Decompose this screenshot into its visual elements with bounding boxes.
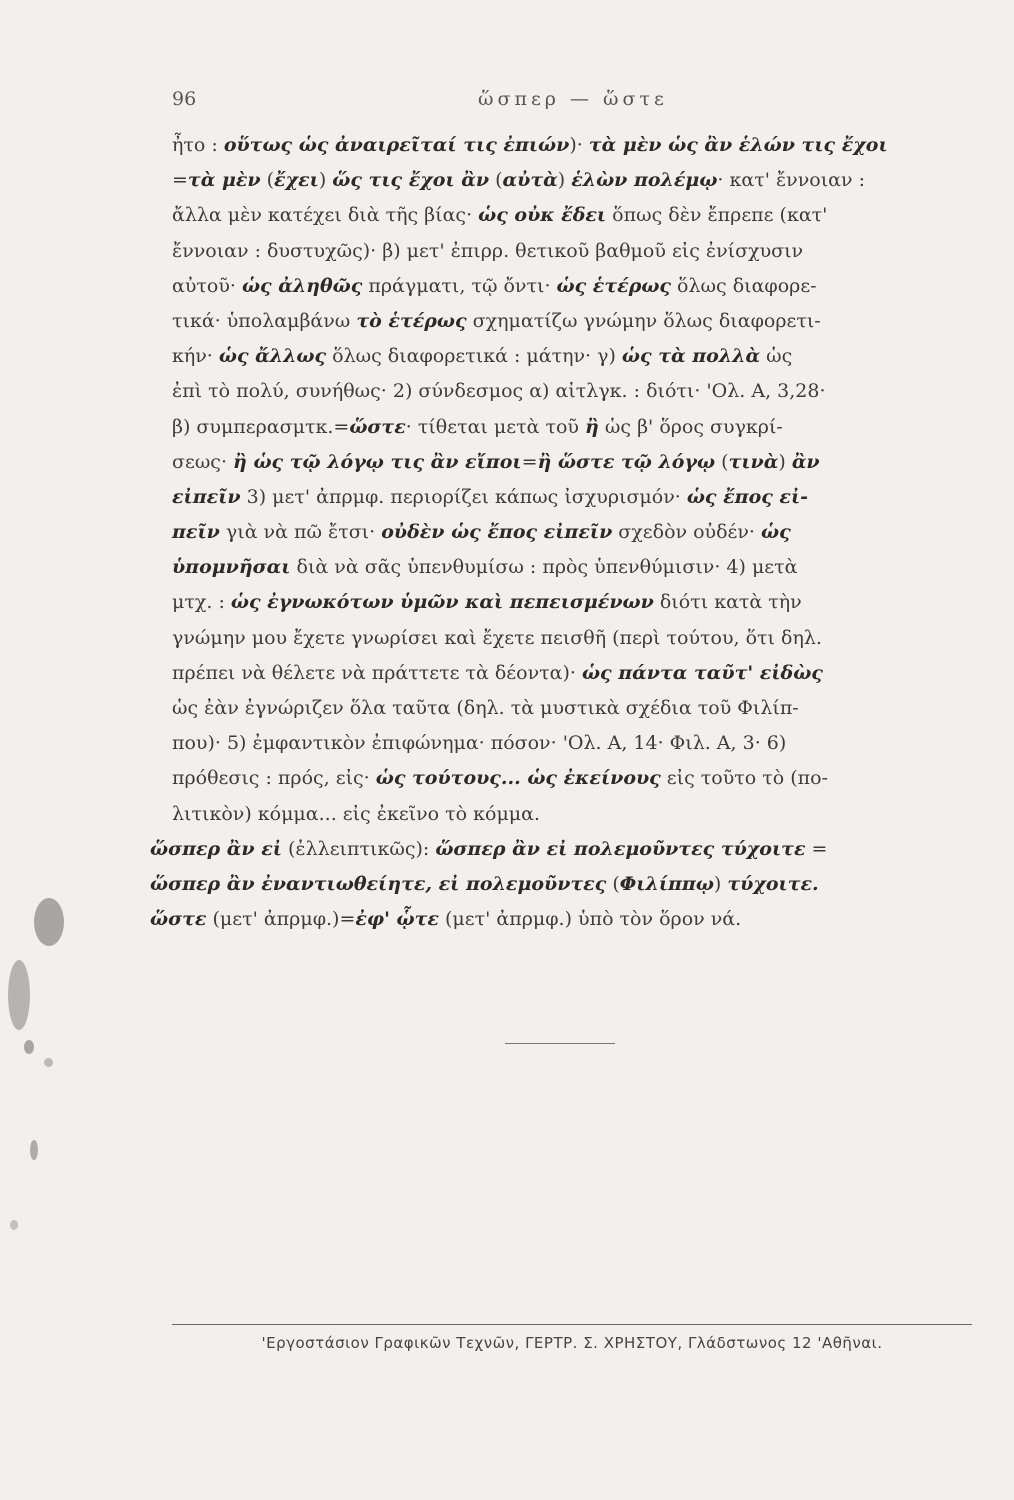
section-separator-rule — [505, 1043, 615, 1044]
text-span: ἦτο : — [172, 134, 224, 156]
text-span: σχεδὸν οὐδέν· — [612, 521, 761, 544]
emphasized-phrase: ὡς ἑτέρως — [556, 274, 671, 297]
text-span: γιὰ νὰ πῶ ἔτσι· — [219, 521, 382, 544]
text-span: ὅλως διαφορε- — [671, 274, 817, 297]
emphasized-phrase: ὡς ἐγνωκότων ὑμῶν καὶ πεπεισμένων — [230, 591, 654, 614]
emphasized-phrase: αὐτὰ — [502, 169, 558, 192]
text-line — [172, 621, 972, 656]
text-span: ὅπως δὲν ἔπρεπε (κατ' — [606, 204, 828, 227]
text-span: μτχ. : — [172, 591, 231, 614]
text-span: β) συμπερασμτκ.= — [172, 415, 350, 438]
page-number: 96 — [172, 88, 197, 110]
text-line — [172, 480, 972, 515]
text-span: ἐπὶ τὸ πολύ, συνήθως· 2) σύνδεσμος α) αἰτλγκ. : διότι· 'Ολ. Α, 3,28· — [172, 380, 826, 403]
text-span: = — [172, 169, 188, 192]
text-line — [172, 585, 972, 620]
text-span: ἔννοιαν : δυστυχῶς)· β) μετ' ἐπιρρ. θετικοῦ βαθμοῦ εἰς ἐνίσχυσιν — [172, 239, 804, 262]
text-line — [172, 761, 972, 796]
text-span: σχηματίζω γνώμην ὅλως διαφορετι- — [466, 309, 821, 332]
text-span: διὰ νὰ σᾶς ὑπενθυμίσω : πρὸς ὑπενθύμισιν· 4) μετὰ — [290, 556, 798, 579]
emphasized-phrase: τὸ ἑτέρως — [356, 309, 467, 332]
text-span: ( — [715, 450, 729, 473]
text-line — [172, 198, 972, 233]
text-span: σεως· — [172, 450, 234, 473]
text-span: = — [521, 450, 538, 473]
text-span: ) — [557, 169, 572, 192]
emphasized-phrase: οὐδὲν ὡς ἔπος εἰπεῖν — [381, 521, 613, 544]
emphasized-phrase: ὡς τούτους... ὡς ἐκείνους — [375, 767, 661, 790]
text-span: εἰς τοῦτο τὸ (πο- — [660, 767, 829, 790]
text-span: τικά· ὑπολαμβάνω — [172, 309, 357, 332]
emphasized-phrase: τὰ μὲν ὡς ἂν ἑλών τις ἔχοι — [588, 134, 888, 156]
printer-imprint: 'Εργοστάσιον Γραφικῶν Τεχνῶν, ΓΕΡΤΡ. Σ. ΧΡΗΣΤΟΥ, Γλάδστωνος 12 'Αθῆναι. — [261, 1334, 883, 1352]
text-span: ὡς β' ὅρος συγκρί- — [598, 415, 783, 438]
text-span: ἄλλα μὲν κατέχει διὰ τῆς βίας· — [172, 204, 479, 227]
text-line — [150, 902, 972, 937]
emphasized-phrase: τύχοιτε. — [727, 872, 819, 895]
text-span: 3) μετ' ἀπρμφ. περιορίζει κάπως ἰσχυρισμόν· — [240, 485, 687, 508]
text-span: ( — [489, 169, 503, 192]
text-span: (μετ' ἀπρμφ.)= — [206, 908, 356, 931]
text-span: (ἐλλειπτικῶς): — [281, 837, 436, 860]
emphasized-phrase: ὡς ἄλλως — [218, 345, 327, 368]
emphasized-phrase: ὡς οὐκ ἔδει — [478, 204, 607, 227]
text-line — [172, 128, 972, 163]
text-line — [172, 269, 972, 304]
text-line — [172, 656, 972, 691]
text-span: ( — [606, 872, 620, 895]
text-line — [172, 691, 972, 726]
emphasized-phrase: ὡς τὰ πολλὰ — [621, 345, 761, 368]
text-span: ) — [318, 169, 333, 192]
emphasized-phrase: Φιλίππῳ — [619, 872, 714, 895]
text-line — [172, 234, 972, 269]
text-span: πράγματι, τῷ ὄντι· — [362, 274, 557, 297]
text-span: (μετ' ἀπρμφ.) ὑπὸ τὸν ὅρον νά. — [438, 908, 742, 931]
emphasized-phrase: ὥσπερ ἂν εἰ — [150, 837, 282, 860]
emphasized-phrase: ὡς πάντα ταῦτ' εἰδὼς — [581, 661, 823, 684]
text-line — [172, 304, 972, 339]
emphasized-phrase: ἢ — [585, 415, 599, 438]
text-line — [172, 163, 972, 198]
text-span: ) — [778, 450, 792, 473]
footer-rule — [172, 1324, 972, 1325]
emphasized-phrase: ὥς τις ἔχοι ἂν — [332, 169, 490, 192]
emphasized-phrase: τὰ μὲν — [187, 169, 261, 192]
text-line — [172, 339, 972, 374]
text-span: διότι κατὰ τὴν — [653, 591, 802, 614]
text-span: · τίθεται μετὰ τοῦ — [405, 415, 586, 438]
emphasized-phrase: οὕτως ὡς ἀναιρεῖταί τις ἐπιών — [223, 134, 570, 156]
text-span: αὐτοῦ· — [172, 274, 242, 297]
emphasized-phrase: ὥστε — [150, 908, 207, 931]
emphasized-phrase: εἰπεῖν — [172, 485, 241, 508]
emphasized-phrase: ἢ ὥστε τῷ λόγῳ — [537, 450, 716, 473]
emphasized-phrase: ἂν — [791, 450, 820, 473]
text-span: που)· 5) ἐμφαντικὸν ἐπιφώνημα· πόσον· 'Ολ. Α, 14· Φιλ. Α, 3· 6) — [172, 732, 787, 755]
text-line — [172, 445, 972, 480]
text-line — [172, 374, 972, 409]
text-line — [150, 832, 972, 867]
text-line — [172, 726, 972, 761]
text-span: = — [805, 837, 828, 860]
emphasized-phrase: τινὰ — [728, 450, 779, 473]
emphasized-phrase: ὑπομνῆσαι — [172, 556, 291, 579]
text-span: ( — [260, 169, 275, 192]
text-span: ὡς ἐὰν ἐγνώριζεν ὅλα ταῦτα (δηλ. τὰ μυστικὰ σχέδια τοῦ Φιλίπ- — [172, 697, 799, 719]
running-head: ὥσπερ — ὥστε — [478, 88, 668, 110]
text-line — [172, 410, 972, 445]
text-span: πρέπει νὰ θέλετε νὰ πράττετε τὰ δέοντα)· — [172, 661, 582, 684]
emphasized-phrase: ἔχει — [274, 169, 319, 192]
text-line — [172, 515, 972, 550]
text-span: κήν· — [172, 345, 219, 368]
text-line — [172, 550, 972, 585]
text-line — [150, 867, 972, 902]
emphasized-phrase: ὥσπερ ἂν ἐναντιωθείητε, εἰ πολεμοῦντες — [150, 872, 607, 895]
dictionary-entry-text — [150, 128, 972, 937]
text-span: )· — [569, 134, 589, 156]
text-span: ὡς — [760, 345, 793, 368]
emphasized-phrase: ὡς — [761, 521, 791, 544]
emphasized-phrase: ἐφ' ᾧτε — [355, 908, 439, 931]
emphasized-phrase: ὡς ἔπος εἰ- — [686, 485, 809, 508]
emphasized-phrase: ὥστε — [349, 415, 406, 438]
text-span: λιτικὸν) κόμμα... εἰς ἐκεῖνο τὸ κόμμα. — [172, 802, 541, 825]
text-line — [172, 797, 972, 832]
text-span: γνώμην μου ἔχετε γνωρίσει καὶ ἔχετε πεισθῆ (περὶ τούτου, ὅτι δηλ. — [172, 626, 822, 649]
emphasized-phrase: ὡς ἀληθῶς — [241, 274, 363, 297]
text-span: πρόθεσις : πρός, εἰς· — [172, 767, 376, 790]
emphasized-phrase: πεῖν — [172, 521, 220, 544]
emphasized-phrase: ἢ ὡς τῷ λόγῳ τις ἂν εἴποι — [233, 450, 522, 473]
text-span: ὅλως διαφορετικά : μάτην· γ) — [326, 345, 622, 368]
text-span: ) — [713, 872, 728, 895]
emphasized-phrase: ἑλὼν πολέμῳ — [571, 169, 718, 192]
text-span: · κατ' ἔννοιαν : — [717, 169, 865, 192]
emphasized-phrase: ὥσπερ ἂν εἰ πολεμοῦντες τύχοιτε — [435, 837, 806, 860]
